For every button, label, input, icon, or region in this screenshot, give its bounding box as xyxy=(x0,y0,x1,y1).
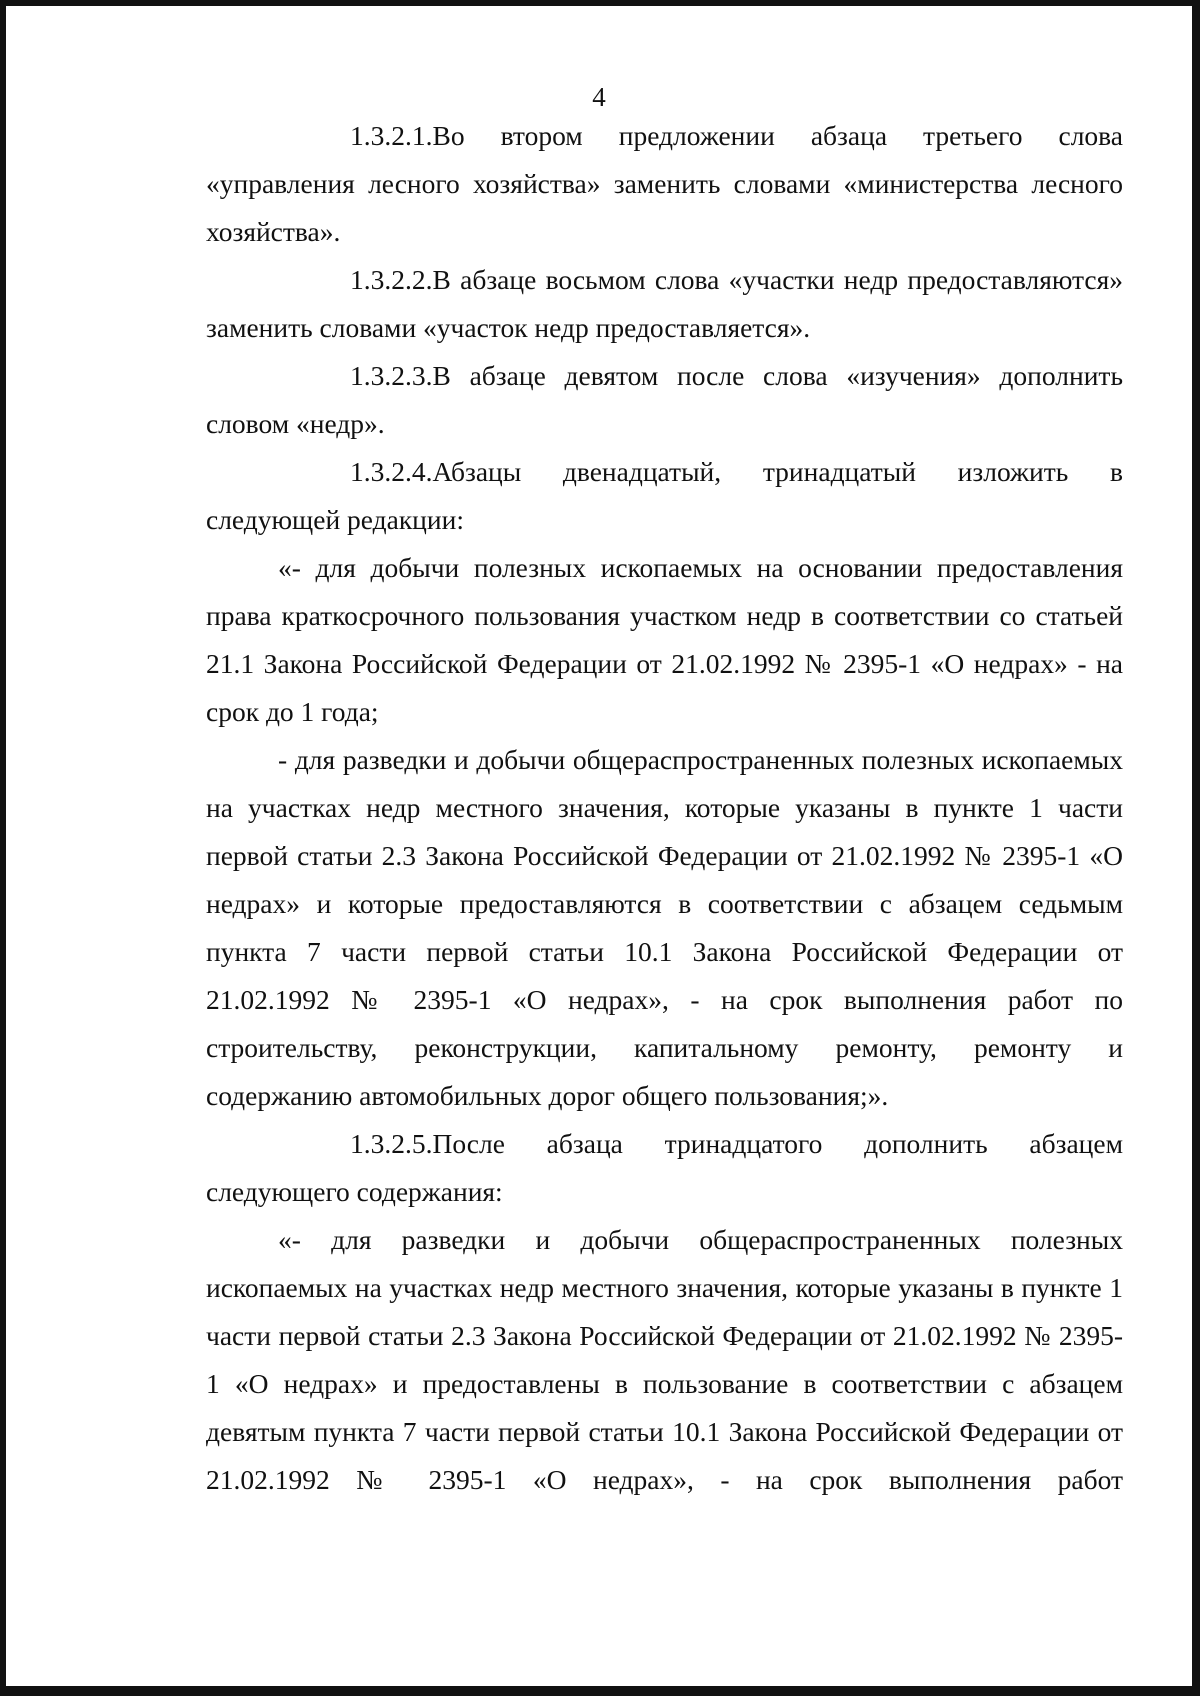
page-number: 4 xyxy=(592,82,606,112)
quoted-paragraph-road-works xyxy=(206,736,1123,1120)
paragraph-text: - для разведки и добычи общераспространенных полезных ископаемых на участках недр местного значения, которые указаны в пункте 1 части первой статьи 2.3 Закона Российской Федерации от 21.02.1992 № 2395-1 «О недрах» и которые предоставляются в соответствии с абзацем седьмым пункта 7 части первой статьи 10.1 Закона Российской Федерации от 21.02.1992 № 2395-1 «О недрах», - на срок выполнения работ по строительству, реконструкции, капитальному ремонту, ремонту и содержанию автомобильных дорог общего пользования;». xyxy=(206,744,1123,1111)
paragraph-text: Абзацы двенадцатый, тринадцатый изложить в следующей редакции: xyxy=(206,456,1123,535)
paragraph-number: 1.3.2.1. xyxy=(350,120,433,151)
paragraph-number: 1.3.2.2. xyxy=(350,264,433,295)
paragraph-text: Во втором предложении абзаца третьего слова «управления лесного хозяйства» заменить словами «министерства лесного хозяйства». xyxy=(206,120,1123,247)
paragraph-text: В абзаце восьмом слова «участки недр предоставляются» заменить словами «участок недр предоставляется». xyxy=(206,264,1123,343)
quoted-paragraph-new-addition xyxy=(206,1216,1123,1504)
paragraph-number: 1.3.2.4. xyxy=(350,456,433,487)
paragraph-1-3-2-5 xyxy=(206,1120,1123,1216)
quoted-paragraph-short-term-use xyxy=(206,544,1123,736)
paragraph-1-3-2-3 xyxy=(206,352,1123,448)
paragraph-1-3-2-4 xyxy=(206,448,1123,544)
paragraph-text: «- для добычи полезных ископаемых на основании предоставления права краткосрочного пользования участком недр в соответствии со статьей 21.1 Закона Российской Федерации от 21.02.1992 № 2395-1 «О недрах» - на срок до 1 года; xyxy=(206,552,1123,727)
paragraph-number: 1.3.2.5. xyxy=(350,1128,433,1159)
paragraph-1-3-2-2 xyxy=(206,256,1123,352)
paragraph-text: После абзаца тринадцатого дополнить абзацем следующего содержания: xyxy=(206,1128,1123,1207)
paragraph-number: 1.3.2.3. xyxy=(350,360,433,391)
paragraph-text: «- для разведки и добычи общераспространенных полезных ископаемых на участках недр местного значения, которые указаны в пункте 1 части первой статьи 2.3 Закона Российской Федерации от 21.02.1992 № 2395-1 «О недрах» и предоставлены в пользование в соответствии с абзацем девятым пункта 7 части первой статьи 10.1 Закона Российской Федерации от 21.02.1992 № 2395-1 «О недрах», - на срок выполнения работ xyxy=(206,1224,1123,1495)
paragraph-1-3-2-1 xyxy=(206,112,1123,256)
document-body xyxy=(206,112,1123,1504)
paragraph-text: В абзаце девятом после слова «изучения» дополнить словом «недр». xyxy=(206,360,1123,439)
